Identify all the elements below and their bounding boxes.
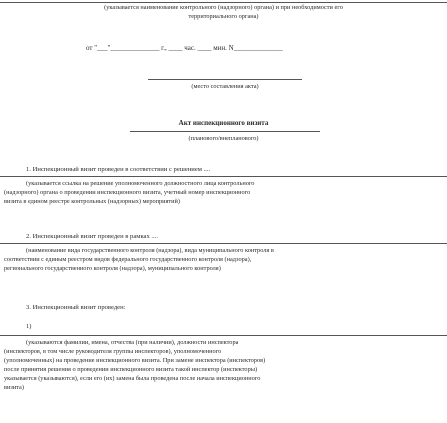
authority-note-line1: (указывается наименование контрольного (надзорного) органа) и при необходимости его <box>104 4 343 11</box>
section-3-item-1: 1) <box>26 323 32 330</box>
document-title: Акт инспекционного визита <box>178 119 269 127</box>
place-rule <box>148 79 302 80</box>
section-3-note-line1: (указываются фамилии, имена, отчества (при наличии), должности инспектора <box>26 339 239 346</box>
section-1-note-line2: (надзорного) органа о проведении инспекционного визита, учетный номер инспекционного <box>4 189 251 196</box>
section-3-note-line2: (инспекторов, в том числе руководителя группы инспекторов), уполномоченного <box>4 348 222 355</box>
top-rule <box>0 2 447 3</box>
place-note: (место составления акта) <box>191 83 259 90</box>
section-2-text: 2. Инспекционный визит проведен в рамках .... <box>26 233 159 240</box>
section-2-note-line1: (наименование вида государственного контроля (надзора), вида муниципального контроля в <box>26 247 274 254</box>
section-2-rule <box>0 243 447 244</box>
section-1-note-line3: визита в едином реестре контрольных (надзорных) мероприятий) <box>4 198 181 205</box>
section-3-note-line5: указывается (указываются), если его (их) замена была проведена после начала инспекционного <box>4 375 261 382</box>
section-2-note-line2: соответствии с единым реестром видов федерального государственного контроля (надзора), <box>4 256 252 263</box>
section-1-text: 1. Инспекционный визит проведен в соответствии с решением .... <box>26 166 211 173</box>
date-line: от "___"______________ г., ____ час. ____ мин. N______________ <box>86 44 283 52</box>
section-1-note-line1: (указывается ссылка на решение уполномоченного должностного лица контрольного <box>26 180 255 187</box>
section-3-note-line4: после принятия решения о проведении инспекционного визита такой инспектор (инспекторы) <box>4 366 258 373</box>
section-3-text: 3. Инспекционный визит проведен: <box>26 304 126 311</box>
section-2-note-line3: регионального государственного контроля (надзора), муниципального контроля) <box>4 265 221 272</box>
document-subtitle: (планового/внепланового) <box>188 135 259 142</box>
authority-note-line2: территориального органа) <box>188 13 259 20</box>
subtitle-rule <box>130 131 320 132</box>
section-3-note-line3: (уполномоченных) на проведение инспекционного визита. При замене инспектора (инспекторов) <box>4 357 266 364</box>
section-3-rule <box>0 335 447 336</box>
section-3-note-line6: визита) <box>4 384 24 391</box>
section-1-rule <box>0 176 447 177</box>
